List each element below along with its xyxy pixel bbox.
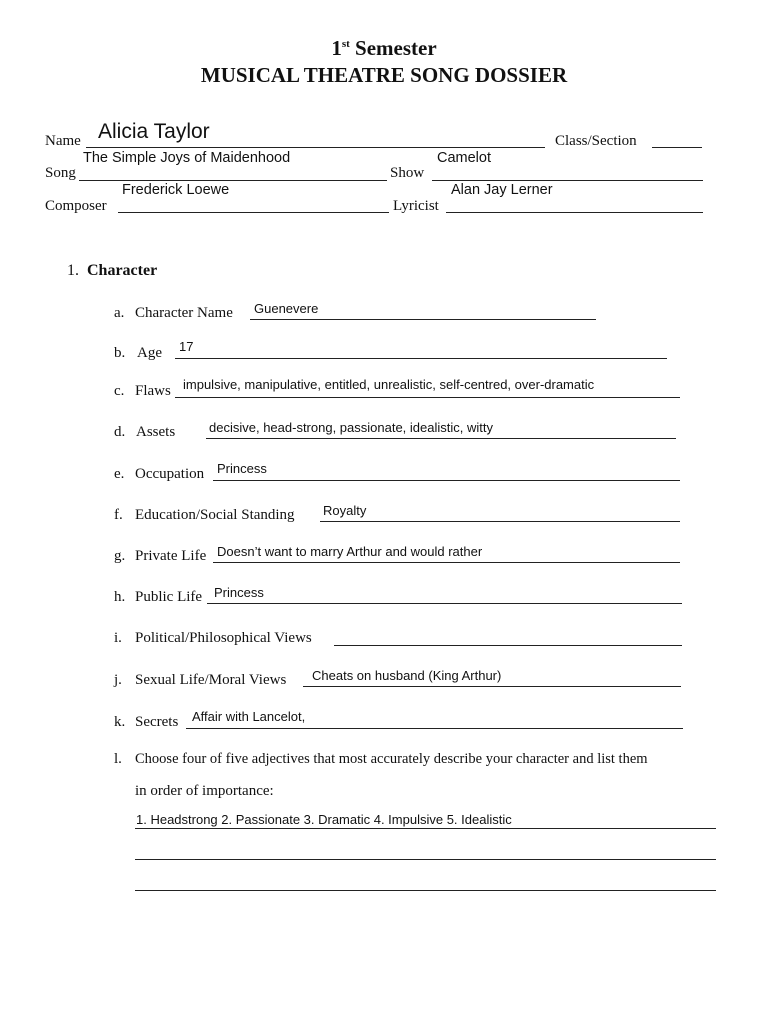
question-letter: l.	[114, 751, 122, 767]
answer-value: 17	[179, 339, 194, 354]
class-label: Class/Section	[555, 133, 637, 149]
show-field-line[interactable]	[432, 180, 703, 181]
answer-line[interactable]	[250, 319, 596, 320]
answer-line[interactable]	[206, 438, 676, 439]
adjective-line[interactable]	[135, 828, 716, 829]
adjective-line[interactable]	[135, 890, 716, 891]
question-letter: c.	[114, 383, 125, 399]
question-label: Public Life	[135, 589, 203, 605]
question-letter: a.	[114, 305, 125, 321]
question-label: Political/Philosophical Views	[135, 630, 312, 646]
name-field-line[interactable]	[86, 147, 545, 148]
section-title: Character	[87, 262, 158, 279]
name-value: Alicia Taylor	[98, 120, 210, 143]
answer-value: Affair with Lancelot,	[192, 709, 306, 724]
composer-field-line[interactable]	[118, 212, 389, 213]
answer-line[interactable]	[186, 728, 683, 729]
answer-value: Guenevere	[254, 301, 319, 316]
answer-value: impulsive, manipulative, entitled, unrealistic, self-centred, over-dramatic	[183, 377, 595, 392]
answer-line[interactable]	[213, 562, 680, 563]
lyricist-value: Alan Jay Lerner	[451, 182, 553, 198]
song-label: Song	[45, 165, 76, 181]
question-letter: j.	[114, 672, 122, 688]
answer-line[interactable]	[334, 645, 682, 646]
show-label: Show	[390, 165, 425, 181]
question-label: Assets	[136, 424, 176, 440]
question-label: Character Name	[135, 305, 233, 321]
semester-heading	[0, 36, 768, 61]
answer-value: decisive, head-strong, passionate, idealistic, witty	[209, 420, 493, 435]
song-value: The Simple Joys of Maidenhood	[83, 150, 291, 166]
question-label: Private Life	[135, 548, 207, 564]
answer-value: Doesn’t want to marry Arthur and would rather	[217, 544, 483, 559]
answer-value: Princess	[217, 461, 267, 476]
answer-line[interactable]	[175, 358, 667, 359]
question-text-continued: in order of importance:	[135, 783, 274, 799]
lyricist-label: Lyricist	[393, 198, 439, 214]
question-letter: b.	[114, 345, 126, 361]
semester-number: 1	[331, 36, 342, 60]
question-letter: e.	[114, 466, 125, 482]
composer-value: Frederick Loewe	[122, 182, 230, 198]
name-label: Name	[45, 133, 81, 149]
semester-word: Semester	[355, 36, 437, 60]
question-label: Occupation	[135, 466, 205, 482]
question-letter: g.	[114, 548, 126, 564]
answer-line[interactable]	[213, 480, 680, 481]
question-letter: k.	[114, 714, 126, 730]
page-title: MUSICAL THEATRE SONG DOSSIER	[200, 63, 568, 87]
show-value: Camelot	[437, 150, 491, 166]
question-letter: i.	[114, 630, 122, 646]
lyricist-field-line[interactable]	[446, 212, 703, 213]
section-heading	[67, 262, 157, 280]
adjective-line[interactable]	[135, 859, 716, 860]
answer-value: Royalty	[323, 503, 367, 518]
answer-line[interactable]	[320, 521, 680, 522]
question-letter: d.	[114, 424, 126, 440]
question-label: Age	[137, 345, 162, 361]
question-letter: h.	[114, 589, 126, 605]
answer-value: Cheats on husband (King Arthur)	[312, 668, 502, 683]
class-field-line[interactable]	[652, 147, 702, 148]
question-label: Secrets	[135, 714, 179, 730]
section-number: 1.	[67, 262, 79, 279]
question-label: Sexual Life/Moral Views	[135, 672, 287, 688]
question-letter: f.	[114, 507, 123, 523]
semester-suffix: st	[341, 38, 350, 50]
answer-line[interactable]	[303, 686, 681, 687]
composer-label: Composer	[45, 198, 107, 214]
question-label: Education/Social Standing	[135, 507, 295, 523]
question-label: Flaws	[135, 383, 171, 399]
answer-value: Princess	[214, 585, 264, 600]
adjective-answer: 1. Headstrong 2. Passionate 3. Dramatic 4. Impulsive 5. Idealistic	[136, 812, 512, 827]
answer-line[interactable]	[207, 603, 682, 604]
song-field-line[interactable]	[79, 180, 387, 181]
answer-line[interactable]	[175, 397, 680, 398]
question-text: Choose four of five adjectives that most accurately describe your character and list them	[135, 751, 648, 767]
